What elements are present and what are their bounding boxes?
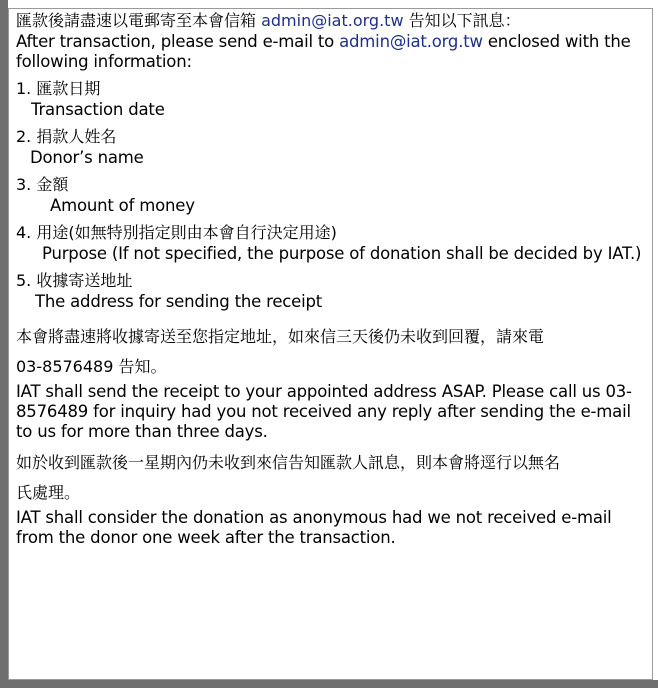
list-item-en: Donor’s name	[30, 148, 144, 167]
item-label-zh: 匯款日期	[36, 79, 101, 98]
item-label-zh: 金額	[36, 175, 69, 194]
receipt-notice-en: IAT shall send the receipt to your appointed address ASAP. Please call us 03-8576489 for inquiry had you not received any reply after sending the e-mail to us for more than three days.	[16, 382, 632, 441]
intro-en-suffix: enclosed with the following information:	[16, 32, 631, 71]
item-label-zh: 收據寄送地址	[36, 271, 133, 290]
list-item-en: Transaction date	[31, 100, 165, 119]
list-item-zh	[16, 270, 652, 292]
item-label-zh: 捐款人姓名	[36, 127, 117, 146]
list-item-zh	[16, 78, 652, 100]
item-label-en: Purpose (If not specified, the purpose of donation shall be decided by IAT.)	[42, 244, 642, 263]
anonymous-notice-zh-line2: 氏處理。	[16, 483, 81, 502]
anonymous-notice-zh-line1: 如於收到匯款後一星期內仍未收到來信告知匯款人訊息，則本會將逕行以無名	[16, 453, 561, 472]
intro-en	[16, 32, 652, 72]
frame-shadow-bottom	[0, 680, 658, 688]
anonymous-notice-en: IAT shall consider the donation as anonymous had we not received e-mail from the donor one week after the transaction.	[16, 508, 612, 547]
item-number: 4.	[16, 223, 32, 242]
item-number: 2.	[16, 127, 32, 146]
list-item-zh	[16, 126, 652, 148]
item-number: 3.	[16, 175, 32, 194]
item-label-zh: 用途(如無特別指定則由本會自行決定用途)	[36, 223, 337, 242]
item-number: 5.	[16, 271, 32, 290]
email-link-zh[interactable]: admin@iat.org.tw	[261, 11, 404, 30]
list-item-en: Amount of money	[50, 196, 195, 215]
list-item-en: The address for sending the receipt	[35, 292, 323, 311]
item-number: 1.	[16, 79, 32, 98]
notice-content	[16, 10, 652, 548]
list-item-zh	[16, 222, 652, 244]
frame-shadow-left	[0, 0, 8, 688]
intro-en-prefix: After transaction, please send e-mail to	[16, 32, 340, 51]
list-item-en	[16, 244, 652, 264]
list-item-zh	[16, 174, 652, 196]
intro-zh-suffix: 告知以下訊息：	[403, 11, 521, 30]
receipt-notice-zh-line1: 本會將盡速將收據寄送至您指定地址，如來信三天後仍未收到回覆，請來電	[16, 327, 545, 346]
receipt-notice-zh-line2: 03-8576489 告知。	[16, 357, 167, 376]
intro-zh-prefix: 匯款後請盡速以電郵寄至本會信箱	[16, 11, 262, 30]
intro-zh	[16, 10, 652, 32]
email-link-en[interactable]: admin@iat.org.tw	[339, 32, 483, 51]
